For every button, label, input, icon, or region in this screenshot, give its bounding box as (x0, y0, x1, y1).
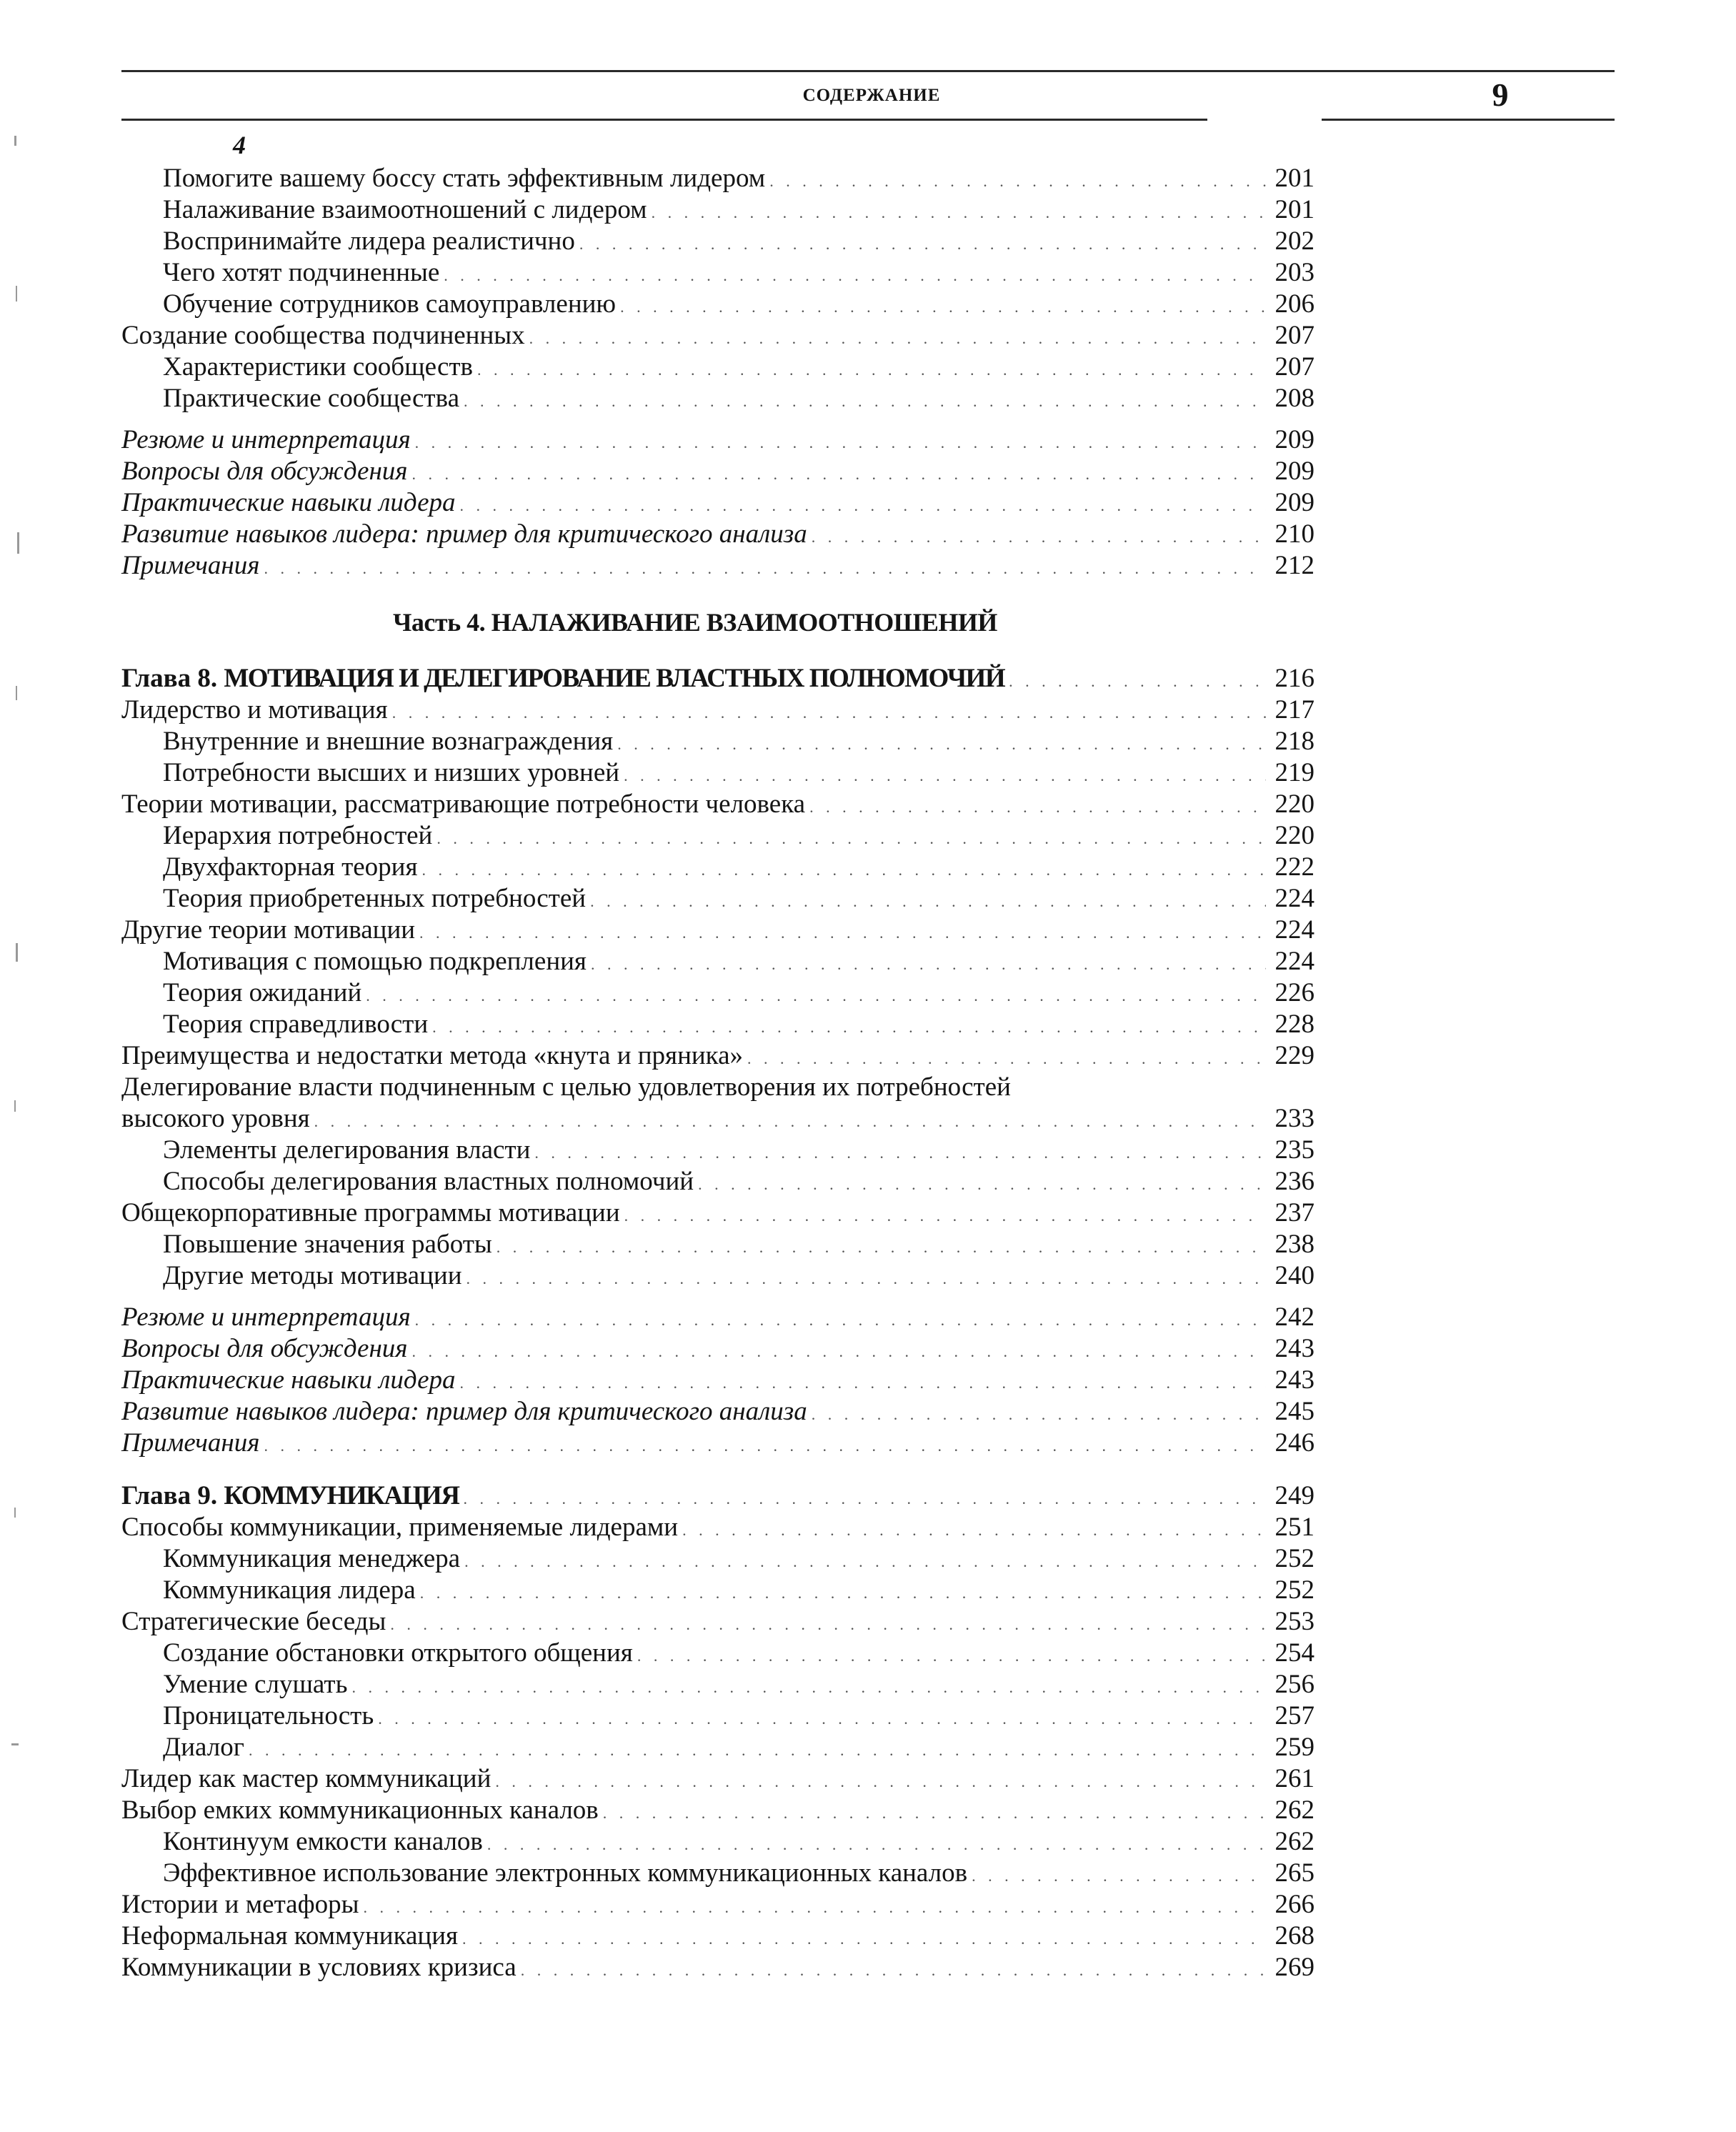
toc-entry-label: Налаживание взаимоотношений с лидером (163, 195, 647, 224)
toc-entry[interactable] (121, 320, 1315, 352)
toc-entry-label: Обучение сотрудников самоуправлению (163, 289, 617, 319)
toc-entry-page: 202 (1274, 226, 1315, 256)
toc-entry[interactable] (121, 519, 1315, 550)
toc-entry[interactable] (163, 226, 1315, 257)
toc-entry-page: 252 (1274, 1575, 1315, 1605)
toc-entry-page: 233 (1274, 1104, 1315, 1133)
toc-entry-page: 224 (1274, 915, 1315, 945)
toc-entry[interactable] (163, 383, 1315, 414)
toc-entry-label: Характеристики сообществ (163, 352, 474, 382)
toc-entry-label: Вопросы для обсуждения (121, 1334, 408, 1363)
toc-entry-label: Потребности высших и низших уровней (163, 758, 620, 787)
toc-entry-label: Развитие навыков лидера: пример для критического анализа (121, 1397, 807, 1426)
toc-entry[interactable] (163, 1166, 1315, 1197)
toc-entry-label: Теории мотивации, рассматривающие потребности человека (121, 789, 806, 819)
toc-entry[interactable] (163, 257, 1315, 289)
leader-dots (366, 980, 1266, 1012)
toc-entry-page: 203 (1274, 258, 1315, 287)
toc-entry-label: Развитие навыков лидера: пример для критического анализа (121, 519, 807, 549)
leader-dots (682, 1515, 1266, 1546)
toc-entry-page: 212 (1274, 551, 1315, 580)
toc-entry-label: Практические сообщества (163, 384, 460, 413)
chapter-title: МОТИВАЦИЯ И ДЕЛЕГИРОВАНИЕ ВЛАСТНЫХ ПОЛНОМОЧИЙ (224, 664, 1005, 693)
toc-entry[interactable] (121, 1396, 1315, 1428)
running-title: СОДЕРЖАНИЕ (802, 86, 941, 105)
toc-entry[interactable] (163, 352, 1315, 383)
leader-dots (590, 886, 1266, 917)
toc-entry[interactable] (163, 1135, 1315, 1166)
toc-entry[interactable] (121, 1889, 1315, 1921)
toc-entry[interactable] (121, 789, 1315, 820)
toc-entry-page: 259 (1274, 1733, 1315, 1762)
toc-entry[interactable] (121, 1040, 1315, 1072)
toc-entry-page: 210 (1274, 519, 1315, 549)
toc-entry-label: Воспринимайте лидера реалистично (163, 226, 575, 256)
toc-entry-label: Коммуникации в условиях кризиса (121, 1953, 517, 1982)
toc-entry-page: 209 (1274, 488, 1315, 517)
leader-dots (432, 1012, 1266, 1043)
toc-entry-page: 224 (1274, 947, 1315, 976)
toc-entry[interactable] (121, 424, 1315, 456)
toc-entry-page: 246 (1274, 1428, 1315, 1458)
toc-entry-label: Истории и метафоры (121, 1890, 359, 1919)
toc-entry-label: Помогите вашему боссу стать эффективным лидером (163, 164, 766, 193)
toc-entry-label: Континуум емкости каналов (163, 1827, 483, 1856)
toc-entry-label: Теория ожиданий (163, 978, 362, 1007)
leader-dots (390, 1609, 1266, 1640)
leader-dots (412, 459, 1267, 490)
toc-entry-label: Чего хотят подчиненные (163, 258, 440, 287)
leader-dots (392, 697, 1266, 729)
scan-speck (14, 136, 16, 146)
leader-dots (624, 1200, 1266, 1232)
leader-dots (378, 1703, 1266, 1735)
leader-dots (747, 1043, 1266, 1075)
toc-entry[interactable] (163, 1543, 1315, 1575)
leader-dots (467, 1263, 1267, 1295)
leader-dots (463, 1483, 1266, 1515)
toc-entry[interactable] (121, 1333, 1315, 1365)
leader-dots (809, 792, 1266, 823)
toc-entry[interactable] (163, 883, 1315, 915)
toc-entry[interactable] (163, 1009, 1315, 1040)
toc-entry-label: Иерархия потребностей (163, 821, 433, 850)
leader-dots (444, 260, 1266, 292)
toc-entry-page: 262 (1274, 1827, 1315, 1856)
toc-entry-page: 261 (1274, 1764, 1315, 1793)
toc-entry[interactable] (163, 757, 1315, 789)
toc-entry-label: Лидерство и мотивация (121, 695, 388, 724)
toc-entry[interactable] (163, 1669, 1315, 1700)
toc-entry[interactable] (163, 726, 1315, 757)
leader-dots (415, 1305, 1266, 1336)
toc-entry-label: Проницательность (163, 1701, 374, 1730)
toc-entry-label: Мотивация с помощью подкрепления (163, 947, 587, 976)
toc-entry-label: Двухфакторная теория (163, 852, 418, 882)
toc-entry-page: 257 (1274, 1701, 1315, 1730)
toc-entry[interactable] (121, 694, 1315, 726)
toc-entry-label: Коммуникация менеджера (163, 1544, 461, 1573)
leader-dots (462, 1923, 1266, 1955)
toc-entry[interactable] (163, 977, 1315, 1009)
toc-entry[interactable] (121, 456, 1315, 487)
toc-entry-label: Элементы делегирования власти (163, 1135, 531, 1165)
toc-entry[interactable] (121, 1103, 1315, 1135)
leader-dots (637, 1640, 1266, 1672)
scan-speck (14, 1100, 16, 1112)
leader-dots (652, 197, 1266, 229)
toc-entry-first-line[interactable]: Делегирование власти подчиненным с целью удовлетворения их потребностей (121, 1072, 1011, 1102)
toc-entry-page: 217 (1274, 695, 1315, 724)
leader-dots (415, 427, 1266, 459)
toc-entry-label: Неформальная коммуникация (121, 1921, 459, 1951)
header-rule-bottom-left (121, 119, 1207, 121)
toc-entry-label: Резюме и интерпретация (121, 1302, 411, 1332)
toc-entry-label: Выбор емких коммуникационных каналов (121, 1795, 599, 1825)
chapter-entry[interactable] (121, 663, 1315, 694)
leader-dots (769, 166, 1266, 197)
leader-dots (487, 1829, 1266, 1860)
toc-entry-label: Другие теории мотивации (121, 915, 416, 945)
toc-entry[interactable] (121, 1197, 1315, 1229)
toc-entry-page: 240 (1274, 1261, 1315, 1290)
leader-dots (314, 1106, 1266, 1137)
leader-dots (620, 292, 1266, 323)
toc-entry-label: Умение слушать (163, 1670, 348, 1699)
toc-entry-page: 242 (1274, 1302, 1315, 1332)
scan-speck (17, 532, 19, 554)
toc-entry[interactable] (163, 194, 1315, 226)
leader-dots (698, 1169, 1266, 1200)
toc-entry-label: Повышение значения работы (163, 1230, 492, 1259)
toc-entry-page: 249 (1274, 1481, 1315, 1510)
toc-entry-page: 254 (1274, 1638, 1315, 1668)
toc-entry-page: 235 (1274, 1135, 1315, 1165)
toc-entry[interactable] (163, 1826, 1315, 1858)
toc-entry-page: 265 (1274, 1858, 1315, 1888)
toc-entry[interactable] (163, 820, 1315, 852)
toc-entry[interactable] (121, 550, 1315, 582)
toc-entry-page: 207 (1274, 321, 1315, 350)
toc-entry-label: Коммуникация лидера (163, 1575, 416, 1605)
toc-entry[interactable] (163, 289, 1315, 320)
toc-entry[interactable] (121, 1763, 1315, 1795)
toc-entry[interactable] (163, 163, 1315, 194)
toc-entry[interactable] (121, 487, 1315, 519)
leader-dots (422, 855, 1266, 886)
toc-entry-page: 245 (1274, 1397, 1315, 1426)
toc-entry-page: 243 (1274, 1334, 1315, 1363)
chapter-label (121, 663, 1004, 694)
toc-entry[interactable] (121, 1795, 1315, 1826)
toc-entry[interactable] (121, 1606, 1315, 1638)
leader-dots (624, 760, 1266, 792)
toc-entry-page: 269 (1274, 1953, 1315, 1982)
toc-entry-label: Теория приобретенных потребностей (163, 884, 587, 913)
leader-dots (579, 229, 1266, 260)
toc-entry-page: 256 (1274, 1670, 1315, 1699)
leader-dots (460, 1368, 1266, 1399)
leader-dots (464, 1546, 1266, 1578)
toc-entry-page: 237 (1274, 1198, 1315, 1227)
toc-entry-label: Эффективное использование электронных коммуникационных каналов (163, 1858, 968, 1888)
leader-dots (812, 1399, 1266, 1430)
toc-entry[interactable] (121, 1952, 1315, 1983)
toc-entry-page: 209 (1274, 425, 1315, 454)
leader-dots (603, 1798, 1266, 1829)
toc-entry-page: 262 (1274, 1795, 1315, 1825)
toc-entry[interactable] (121, 1302, 1315, 1333)
scan-speck (16, 286, 17, 302)
toc-entry-label: Диалог (163, 1733, 244, 1762)
toc-entry-page: 222 (1274, 852, 1315, 882)
toc-entry[interactable] (121, 1921, 1315, 1952)
toc-entry-label: Общекорпоративные программы мотивации (121, 1198, 620, 1227)
toc-entry-page: 243 (1274, 1365, 1315, 1395)
chapter-label (121, 1480, 459, 1512)
part-heading: Часть 4. НАЛАЖИВАНИЕ ВЗАИМООТНОШЕНИЙ (393, 608, 997, 637)
chapter-prefix: Глава 9. (121, 1481, 218, 1510)
leader-dots (617, 729, 1266, 760)
leader-dots (420, 1578, 1266, 1609)
leader-dots (812, 522, 1266, 553)
toc-entry-label: Практические навыки лидера (121, 488, 456, 517)
toc-entry-page: 238 (1274, 1230, 1315, 1259)
leader-dots (351, 1672, 1266, 1703)
toc-entry-label: Вопросы для обсуждения (121, 457, 408, 486)
scan-speck (16, 686, 17, 700)
chapter-entry[interactable] (121, 1480, 1315, 1512)
leader-dots (591, 949, 1266, 980)
toc-entry-page: 226 (1274, 978, 1315, 1007)
toc-entry-label: Стратегические беседы (121, 1607, 386, 1636)
toc-entry[interactable] (121, 1512, 1315, 1543)
toc-entry-label: Практические навыки лидера (121, 1365, 456, 1395)
toc-entry-page: 219 (1274, 758, 1315, 787)
toc-entry-label: Другие методы мотивации (163, 1261, 462, 1290)
toc-entry[interactable] (163, 1732, 1315, 1763)
toc-entry[interactable] (163, 1638, 1315, 1669)
leader-dots (1009, 666, 1266, 697)
toc-entry[interactable] (163, 852, 1315, 883)
toc-entry-page: 252 (1274, 1544, 1315, 1573)
leader-dots (534, 1137, 1266, 1169)
leader-dots (495, 1766, 1266, 1798)
toc-entry-page: 201 (1274, 195, 1315, 224)
chapter-prefix: Глава 8. (121, 664, 218, 693)
toc-entry-page: 228 (1274, 1010, 1315, 1039)
scan-speck (11, 1743, 19, 1745)
header-rule-top (121, 70, 1615, 72)
toc-entry[interactable] (163, 1700, 1315, 1732)
toc-entry-page: 220 (1274, 821, 1315, 850)
toc-entry-label: Преимущества и недостатки метода «кнута и пряника» (121, 1041, 744, 1070)
toc-entry-label: Способы коммуникации, применяемые лидерами (121, 1513, 679, 1542)
toc-entry-label: Способы делегирования властных полномочий (163, 1167, 694, 1196)
chapter-title: КОММУНИКАЦИЯ (224, 1481, 459, 1510)
toc-entry[interactable] (163, 1260, 1315, 1292)
leader-dots (264, 1430, 1266, 1462)
leader-dots (521, 1955, 1266, 1986)
toc-entry-page: 224 (1274, 884, 1315, 913)
leader-dots (464, 386, 1266, 417)
leader-dots (460, 490, 1266, 522)
toc-entry-page: 236 (1274, 1167, 1315, 1196)
toc-entry-label: Создание сообщества подчиненных (121, 321, 525, 350)
scan-speck (16, 943, 18, 962)
toc-entry[interactable] (121, 1365, 1315, 1396)
toc-entry-label: Примечания (121, 551, 260, 580)
toc-entry[interactable] (121, 915, 1315, 946)
toc-entry-page: 201 (1274, 164, 1315, 193)
leader-dots (419, 917, 1266, 949)
leader-dots (972, 1860, 1266, 1892)
toc-entry[interactable] (163, 1575, 1315, 1606)
toc-entry-page: 218 (1274, 727, 1315, 756)
leader-dots (264, 553, 1266, 584)
leader-dots (363, 1892, 1266, 1923)
toc-entry-page: 220 (1274, 789, 1315, 819)
leader-dots (437, 823, 1266, 855)
leader-dots (529, 323, 1266, 354)
toc-entry-page: 229 (1274, 1041, 1315, 1070)
toc-entry-label: высокого уровня (121, 1104, 310, 1133)
toc-entry-label: Теория справедливости (163, 1010, 429, 1039)
leader-dots (497, 1232, 1266, 1263)
toc-entry[interactable] (121, 1428, 1315, 1459)
leader-dots (249, 1735, 1266, 1766)
toc-entry-label: Лидер как мастер коммуникаций (121, 1764, 492, 1793)
page-number: 9 (1492, 76, 1509, 113)
toc-entry-label: Создание обстановки открытого общения (163, 1638, 633, 1668)
toc-entry-label: Резюме и интерпретация (121, 425, 411, 454)
toc-entry-page: 207 (1274, 352, 1315, 382)
toc-entry-label: Примечания (121, 1428, 260, 1458)
toc-entry-label: Внутренние и внешние вознаграждения (163, 727, 614, 756)
toc-entry-page: 216 (1274, 664, 1315, 693)
toc-entry[interactable] (163, 946, 1315, 977)
header-rule-bottom-right (1322, 119, 1615, 121)
toc-entry[interactable] (163, 1858, 1315, 1889)
section-mark: 4 (233, 131, 246, 159)
toc-entry-page: 209 (1274, 457, 1315, 486)
toc-entry-page: 268 (1274, 1921, 1315, 1951)
leader-dots (412, 1336, 1267, 1368)
toc-entry-page: 206 (1274, 289, 1315, 319)
toc-entry-page: 266 (1274, 1890, 1315, 1919)
toc-entry-page: 251 (1274, 1513, 1315, 1542)
toc-entry[interactable] (163, 1229, 1315, 1260)
scan-speck (14, 1508, 16, 1518)
toc-entry-page: 253 (1274, 1607, 1315, 1636)
toc-entry-page: 208 (1274, 384, 1315, 413)
leader-dots (477, 354, 1266, 386)
